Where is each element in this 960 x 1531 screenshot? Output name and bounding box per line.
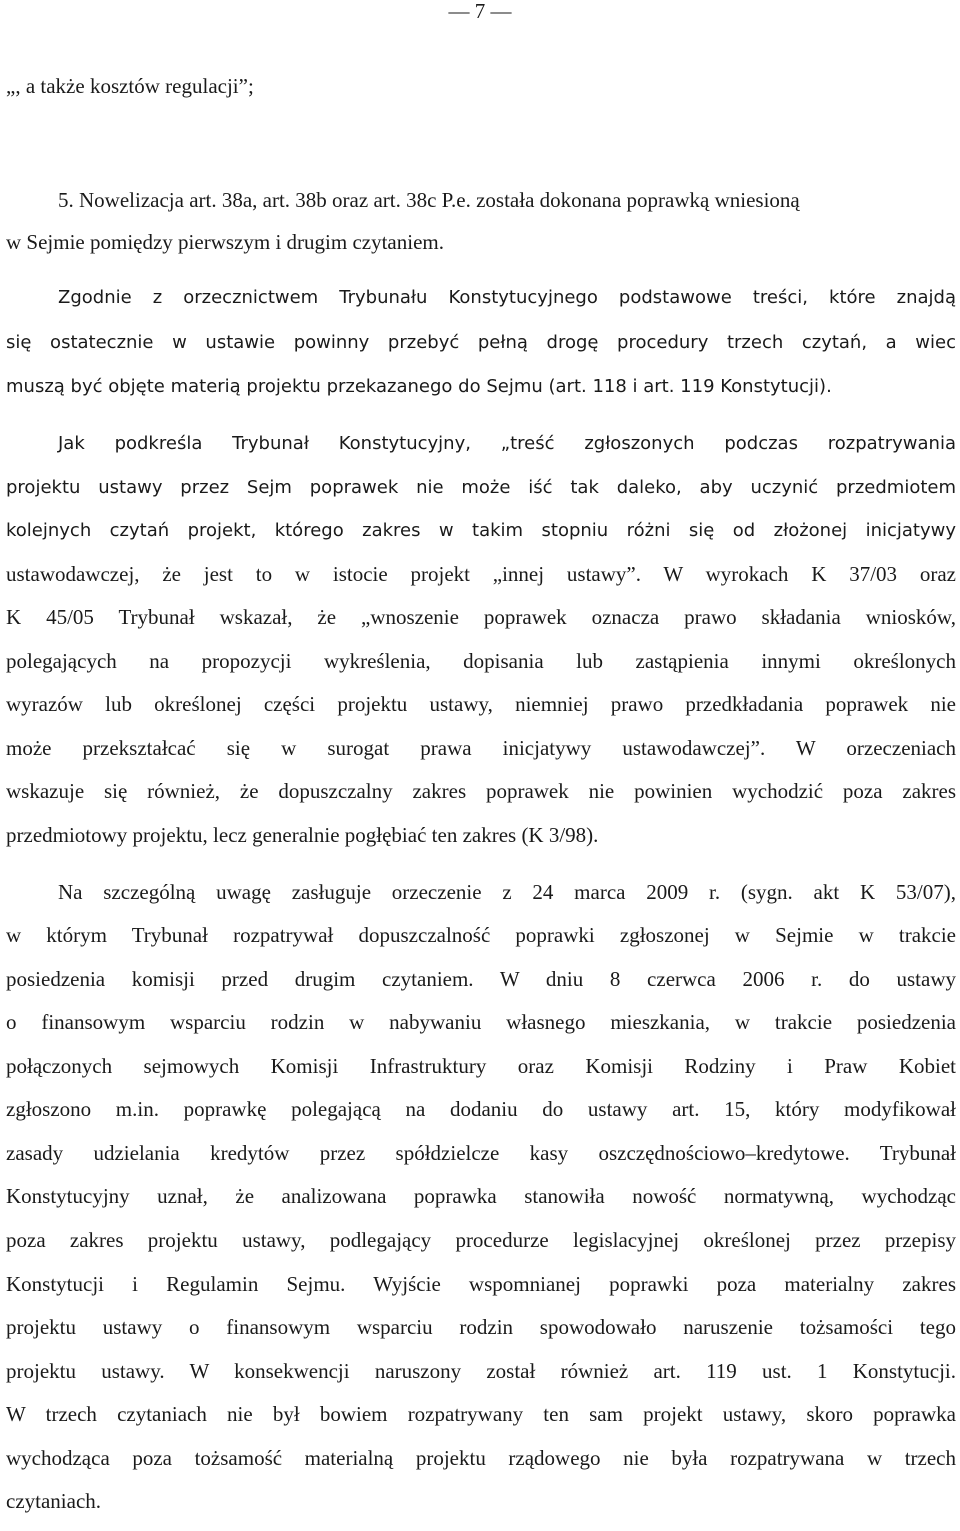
text-line: posiedzenia komisji przed drugim czytaniem. W dniu 8 czerwca 2006 r. do ustawy [6,967,956,991]
text-line: zgłoszono m.in. poprawkę polegającą na dodaniu do ustawy art. 15, który modyfikował [6,1097,956,1121]
text-line: projektu ustawy przez Sejm poprawek nie może iść tak daleko, aby uczynić przedmiotem [6,477,956,498]
text-line: projektu ustawy. W konsekwencji naruszony został również art. 119 ust. 1 Konstytucji. [6,1359,956,1383]
text-line: poza zakres projektu ustawy, podlegający procedurze legislacyjnej określonej przez przepisy [6,1228,956,1252]
text-line: się ostatecznie w ustawie powinny przebyć pełną drogę procedury trzech czytań, a wiec [6,332,956,353]
text-line: wychodząca poza tożsamość materialną projektu rządowego nie była rozpatrywana w trzech [6,1446,956,1470]
text-line: wyrazów lub określonej części projektu ustawy, niemniej prawo przedkładania poprawek nie [6,692,956,716]
text-line: w Sejmie pomiędzy pierwszym i drugim czytaniem. [6,230,444,254]
text-line: K 45/05 Trybunał wskazał, że „wnoszenie poprawek oznacza prawo składania wniosków, [6,605,956,629]
text-line: Jak podkreśla Trybunał Konstytucyjny, „treść zgłoszonych podczas rozpatrywania [58,433,956,454]
text-line: Konstytucji i Regulamin Sejmu. Wyjście wspomnianej poprawki poza materialny zakres [6,1272,956,1296]
text-line: ustawodawczej, że jest to w istocie projekt „innej ustawy”. W wyrokach K 37/03 oraz [6,562,956,586]
text-line: kolejnych czytań projekt, którego zakres w takim stopniu różni się od złożonej inicjatywy [6,520,956,541]
text-line: projektu ustawy o finansowym wsparciu rodzin spowodowało naruszenie tożsamości tego [6,1315,956,1339]
text-line: polegających na propozycji wykreślenia, dopisania lub zastąpienia innymi określonych [6,649,956,673]
text-line: może przekształcać się w surogat prawa inicjatywy ustawodawczej”. W orzeczeniach [6,736,956,760]
text-line: o finansowym wsparciu rodzin w nabywaniu własnego mieszkania, w trakcie posiedzenia [6,1010,956,1034]
text-line: w którym Trybunał rozpatrywał dopuszczalność poprawki zgłoszonej w Sejmie w trakcie [6,923,956,947]
text-line: Zgodnie z orzecznictwem Trybunału Konstytucyjnego podstawowe treści, które znajdą [58,287,956,308]
text-line: zasady udzielania kredytów przez spółdzielcze kasy oszczędnościowo–kredytowe. Trybunał [6,1141,956,1165]
text-line: 5. Nowelizacja art. 38a, art. 38b oraz art. 38c P.e. została dokonana poprawką wniesioną [58,188,800,212]
text-line: połączonych sejmowych Komisji Infrastruktury oraz Komisji Rodziny i Praw Kobiet [6,1054,956,1078]
text-line: muszą być objęte materią projektu przekazanego do Sejmu (art. 118 i art. 119 Konstytucji). [6,376,832,397]
page-number: — 7 — [448,0,512,23]
text-line: wskazuje się również, że dopuszczalny zakres poprawek nie powinien wychodzić poza zakres [6,779,956,803]
text-line: Konstytucyjny uznał, że analizowana poprawka stanowiła nowość normatywną, wychodząc [6,1184,956,1208]
text-line: Na szczególną uwagę zasługuje orzeczenie z 24 marca 2009 r. (sygn. akt K 53/07), [58,880,956,904]
text-line: W trzech czytaniach nie był bowiem rozpatrywany ten sam projekt ustawy, skoro poprawka [6,1402,956,1426]
text-line: przedmiotowy projektu, lecz generalnie pogłębiać ten zakres (K 3/98). [6,823,599,847]
text-line: „, a także kosztów regulacji”; [6,74,254,98]
text-line: czytaniach. [6,1489,102,1513]
